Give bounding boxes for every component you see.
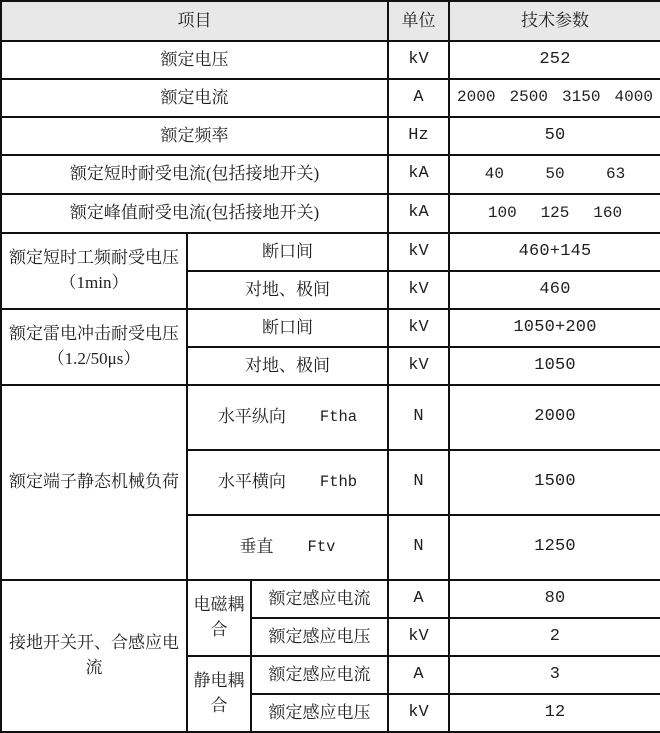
mech-direction-cell: [187, 385, 388, 450]
row-value: 3: [449, 656, 660, 694]
row-label: 额定峰值耐受电流(包括接地开关): [1, 194, 388, 233]
group-label-line2: （1.2/50μs）: [47, 349, 141, 368]
table-row-rated-frequency: [1, 117, 660, 155]
table-header-row: [1, 1, 660, 41]
mech-item: [188, 405, 387, 430]
row-value: 1050: [449, 347, 660, 385]
row-unit: kV: [388, 233, 449, 271]
table-row-short-time-withstand-current: [1, 155, 660, 194]
sub-item-label: 对地、极间: [187, 271, 388, 309]
table-row-rated-current: [1, 79, 660, 117]
sub-item-label: 额定感应电压: [251, 618, 388, 656]
table-row-static-terminal-load-ftha: [1, 385, 660, 450]
row-unit: Hz: [388, 117, 449, 155]
group-label-terminal-load: 额定端子静态机械负荷: [1, 385, 187, 580]
value-list: [450, 163, 660, 186]
header-parameter: 技术参数: [449, 1, 660, 41]
row-unit: A: [388, 580, 449, 618]
value-item: 63: [606, 164, 626, 183]
row-value-group: [449, 79, 660, 117]
row-value: 252: [449, 41, 660, 79]
row-unit: kV: [388, 347, 449, 385]
sub-item-label: 额定感应电流: [251, 580, 388, 618]
value-item: 2500: [509, 88, 548, 107]
row-value: 1250: [449, 515, 660, 580]
value-item: 3150: [562, 88, 601, 107]
value-item: 2000: [457, 88, 496, 107]
mech-direction-cell: [187, 515, 388, 580]
mech-item: [188, 470, 387, 495]
row-value: 12: [449, 694, 660, 732]
value-item: 160: [593, 203, 623, 222]
row-unit: kV: [388, 694, 449, 732]
row-unit: N: [388, 385, 449, 450]
mech-direction-cell: [187, 450, 388, 515]
coupling-label-electrostatic: [187, 656, 251, 732]
row-unit: kA: [388, 155, 449, 194]
group-label-power-frequency: [1, 233, 187, 309]
value-item: 125: [540, 203, 570, 222]
coupling-label-line1: 静电耦: [193, 671, 245, 691]
mech-item: [188, 535, 387, 560]
row-label: 额定电压: [1, 41, 388, 79]
row-unit: N: [388, 450, 449, 515]
row-value: 50: [449, 117, 660, 155]
value-item: 4000: [614, 88, 653, 107]
row-label: 额定频率: [1, 117, 388, 155]
value-list: [450, 86, 660, 109]
table-row-power-freq-withstand-gap: [1, 233, 660, 271]
row-value: 1500: [449, 450, 660, 515]
sub-item-label: 断口间: [187, 309, 388, 347]
row-value: 460+145: [449, 233, 660, 271]
row-unit: kV: [388, 309, 449, 347]
sub-item-label: 额定感应电流: [251, 656, 388, 694]
mech-symbol: Ftv: [307, 538, 336, 557]
row-unit: kA: [388, 194, 449, 233]
header-unit: 单位: [388, 1, 449, 41]
mech-direction: 垂直: [239, 537, 274, 557]
table-row-lightning-impulse-gap: [1, 309, 660, 347]
mech-direction: 水平纵向: [217, 407, 286, 427]
coupling-label-line1: 电磁耦: [193, 595, 245, 615]
table-row-induced-em-current: [1, 580, 660, 618]
row-value: 80: [449, 580, 660, 618]
row-label: 额定电流: [1, 79, 388, 117]
row-unit: kV: [388, 41, 449, 79]
mech-symbol: Fthb: [319, 473, 358, 492]
row-value: 2000: [449, 385, 660, 450]
row-unit: N: [388, 515, 449, 580]
row-value-group: [449, 155, 660, 194]
row-unit: A: [388, 656, 449, 694]
coupling-label-line2: 合: [210, 696, 228, 715]
row-unit: kV: [388, 618, 449, 656]
group-label-lightning-impulse: [1, 309, 187, 385]
row-unit: kV: [388, 271, 449, 309]
group-label-line1: 额定短时工频耐受电压: [9, 248, 179, 268]
value-item: 100: [487, 203, 517, 222]
row-unit: A: [388, 79, 449, 117]
row-value: 460: [449, 271, 660, 309]
value-item: 50: [545, 164, 565, 183]
group-label-line1: 额定雷电冲击耐受电压: [9, 324, 179, 344]
group-label-line2: （1min）: [59, 273, 129, 292]
sub-item-label: 额定感应电压: [251, 694, 388, 732]
mech-symbol: Ftha: [319, 408, 358, 427]
value-list: [450, 202, 660, 225]
coupling-label-line2: 合: [210, 620, 228, 639]
sub-item-label: 对地、极间: [187, 347, 388, 385]
row-label: 额定短时耐受电流(包括接地开关): [1, 155, 388, 194]
header-item: 项目: [1, 1, 388, 41]
table-row-rated-voltage: [1, 41, 660, 79]
mech-direction: 水平横向: [217, 472, 286, 492]
row-value-group: [449, 194, 660, 233]
row-value: 2: [449, 618, 660, 656]
value-item: 40: [484, 164, 504, 183]
sub-item-label: 断口间: [187, 233, 388, 271]
table-row-peak-withstand-current: [1, 194, 660, 233]
group-label-induced-current: 接地开关开、合感应电流: [1, 580, 187, 732]
row-value: 1050+200: [449, 309, 660, 347]
coupling-label-electromagnetic: [187, 580, 251, 656]
